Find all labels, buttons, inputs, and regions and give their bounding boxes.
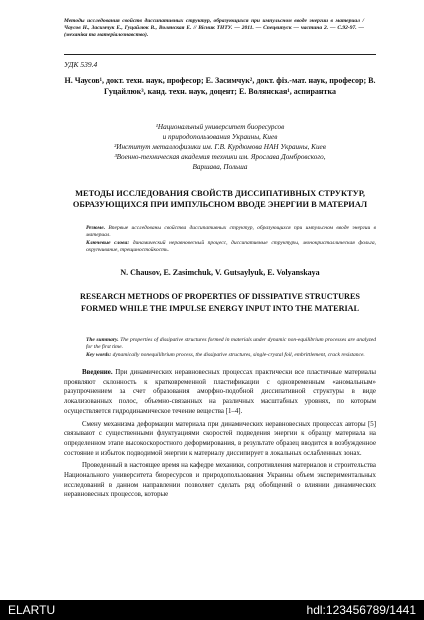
footer-bar [0,600,424,620]
udk-code: УДК 539.4 [64,60,98,69]
title-en: RESEARCH METHODS OF PROPERTIES OF DISSIPATIVE STRUCTURES FORMED WHILE THE IMPULSE ENERGY INPUT INTO THE MATERIAL [80,292,360,313]
affiliation-line: ²Институт металлофизики им. Г.В. Курдюмова НАН Украины, Киев [114,143,326,151]
keywords-text: dynamically nonequilibrium process, the dissipative structures, single-crystal foil, embrittlement, crack resistance. [112,351,365,358]
paragraph: Смену механизма деформации материала при динамических неравновесных процессах авторы [5] связывают с существенными флуктуациями скоростей подведения энергии к образцу материала на определенном этапе высокоскоростного деформирования, в результате образец вводится в возбужденное состояние и избыток подводимой энергии к материалу диссипирует в локальных ослабленных зонах. [64,420,376,457]
abstract-ru [64,225,376,254]
paper-sheet [6,6,418,600]
citation-reference: Методы исследования свойств диссипативных структур, образующихся при импульсном вводе энергии в материал / Чаусов Н., Засимчук Е., Гуцайлюк В., Волянская Е. // Вісник ТНТУ. — 2011. — Спецвипуск — частина 2. — С.92-97. — (механіка та матеріалознавство). [64,18,364,39]
affiliation-line: Варшава, Польша [192,163,248,171]
abstract-en [64,337,376,359]
section-label: Введение. [82,369,113,376]
authors-ru: Н. Чаусов¹, докт. техн. наук, професор; Е. Засимчук², докт. фіз.-мат. наук, професор; В. Гуцайлюк³, канд. техн. наук, доцент; Е. Волянская¹, аспирантка [64,76,376,97]
affiliation-line: ³Военно-техническая академия техники им. Ярослава Домбровского, [114,153,326,161]
abstract-text: The properties of dissipative structures formed in materials under dynamic non-equilibrium processes are analyzed for the first time. [86,337,377,351]
body-text [64,368,376,503]
divider [64,54,376,55]
affiliation-line: ¹Национальный университет биоресурсов [155,123,285,131]
paragraph: Проведенный в настоящее время на кафедре механики, сопротивления материалов и строительства Национального университета биоресурсов и природопользования Украины объем экспериментальных исследований в данном направлении позволяет сделать ряд обобщений о влиянии динамических неравновесных процессов, которые [64,462,376,499]
abstract-label: Резюме. [86,225,106,231]
affiliations [64,122,376,172]
abstract-text: Впервые исследованы свойства диссипативных структур, образующихся при импульсном вводе энергии в материал. [86,225,376,239]
abstract-label: The summary. [86,337,119,343]
authors-en: N. Chausov, E. Zasimchuk, V. Gutsaylyuk, E. Volyanskaya [120,268,320,277]
footer-handle: hdl:123456789/1441 [306,603,416,617]
keywords-label: Key words: [86,351,112,358]
affiliation-line: и природопользования Украины, Киев [162,133,278,141]
keywords-label: Ключевые слова: [86,239,130,246]
footer-repository-name: ELARTU [8,603,56,617]
title-ru: МЕТОДЫ ИССЛЕДОВАНИЯ СВОЙСТВ ДИССИПАТИВНЫХ СТРУКТУР, ОБРАЗУЮЩИХСЯ ПРИ ИМПУЛЬСНОМ ВВОДЕ ЭНЕРГИИ В МАТЕРИАЛ [72,189,368,209]
paragraph: Введение. При динамических неравновесных процессах практически все пластичные материалы проявляют склонность к кратковременной пластификации с одновременным «аномальным» разупрочнением за счет образования аморфно-подобной диссипативной структуры в виде локализованных полос, объемно-связанных на различных масштабных уровнях, по которым осуществляется гидродинамическое течение вещества [1–4]. [64,369,376,415]
keywords-text: динамический неравновесный процесс, диссипативные структуры, монокристаллическая фольга, охрупчивание, трещиностойкость. [86,239,376,253]
